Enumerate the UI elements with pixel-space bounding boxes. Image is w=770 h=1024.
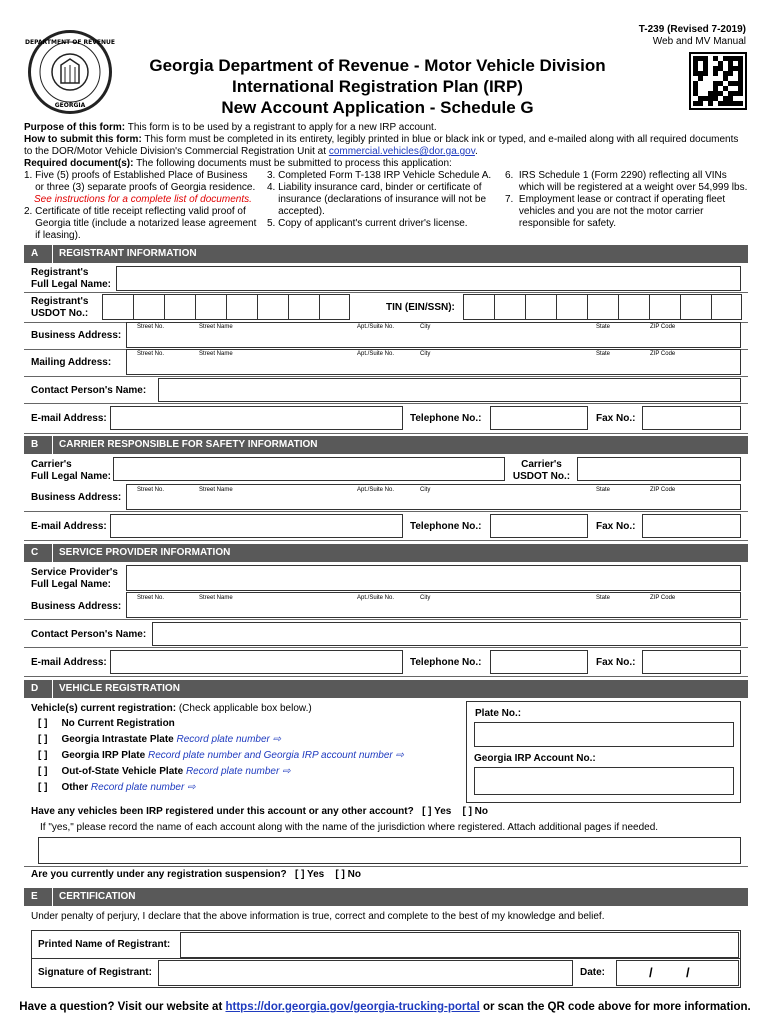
provider-telephone-label: Telephone No.: xyxy=(410,657,482,668)
required-doc-line: if leasing). xyxy=(24,230,81,241)
signature-label: Signature of Registrant: xyxy=(38,967,152,978)
address-sublabel-apt: Apt./Suite No. xyxy=(357,324,395,330)
address-sublabel-city: City xyxy=(420,351,431,357)
svg-text:DEPARTMENT OF REVENUE: DEPARTMENT OF REVENUE xyxy=(24,39,116,46)
section-e-header: E CERTIFICATION xyxy=(24,888,748,906)
address-sublabel-zip: ZIP Code xyxy=(650,324,676,330)
provider-fax-label: Fax No.: xyxy=(596,657,636,668)
provider-telephone-input[interactable] xyxy=(490,650,588,674)
carrier-telephone-label: Telephone No.: xyxy=(410,521,482,532)
required-doc-line: 4. Liability insurance card, binder or certificate of xyxy=(267,182,482,193)
carrier-email-label: E-mail Address: xyxy=(31,521,107,532)
section-d-header: D VEHICLE REGISTRATION xyxy=(24,680,748,698)
submit-line-2: to the DOR/Motor Vehicle Division's Commercial Registration Unit at commercial.vehicles@dor.ga.gov. xyxy=(24,146,478,157)
address-sublabel-city: City xyxy=(420,595,431,601)
option-hint: Record plate number ⇨ xyxy=(90,782,196,793)
required-doc-line: 3. Completed Form T-138 IRP Vehicle Schedule A. xyxy=(267,170,492,181)
irp-account-label: Georgia IRP Account No.: xyxy=(474,753,596,764)
address-sublabel-city: City xyxy=(420,487,431,493)
tin-label: TIN (EIN/SSN): xyxy=(386,302,455,313)
fax-input[interactable] xyxy=(642,406,741,430)
option-hint: Record plate number ⇨ xyxy=(185,766,291,777)
registrant-usdot-input[interactable] xyxy=(102,294,350,320)
carrier-name-label-2: Full Legal Name: xyxy=(31,471,112,482)
plate-input[interactable] xyxy=(474,722,734,747)
tin-input[interactable] xyxy=(463,294,742,320)
required-doc-line: 7. Employment lease or contract if operating fleet xyxy=(505,194,726,205)
email-link[interactable]: commercial.vehicles@dor.ga.gov xyxy=(328,146,475,157)
address-sublabel-zip: ZIP Code xyxy=(650,595,676,601)
address-sublabel-state: State xyxy=(596,595,611,601)
required-doc-line: Georgia title (include a notarized lease agreement xyxy=(24,218,257,229)
svg-text:GEORGIA: GEORGIA xyxy=(54,102,86,109)
suspension-question: Are you currently under any registration suspension? [ ] Yes [ ] No xyxy=(31,869,361,880)
provider-business-address-label: Business Address: xyxy=(31,601,122,612)
option-label: Other xyxy=(61,782,89,793)
form-version: Web and MV Manual xyxy=(652,36,746,47)
required-doc-line: 5. Copy of applicant's current driver's license. xyxy=(267,218,468,229)
provider-name-input[interactable] xyxy=(126,565,741,591)
registrant-usdot-label-2: USDOT No.: xyxy=(31,308,89,319)
required-doc-line: responsible for safety. xyxy=(505,218,616,229)
registrant-name-input[interactable] xyxy=(116,266,741,291)
carrier-telephone-input[interactable] xyxy=(490,514,588,538)
carrier-fax-input[interactable] xyxy=(642,514,741,538)
registration-option[interactable] xyxy=(38,782,195,794)
option-hint: Record plate number and Georgia IRP account number ⇨ xyxy=(147,750,404,761)
title-line-2: International Registration Plan (IRP) xyxy=(232,77,523,96)
prior-no-checkbox[interactable]: [ ] No xyxy=(462,806,489,817)
option-label: Out-of-State Vehicle Plate xyxy=(61,766,184,777)
provider-contact-label: Contact Person's Name: xyxy=(31,629,147,640)
registrant-business-address-label: Business Address: xyxy=(31,330,122,341)
required-docs-col-2 xyxy=(267,170,491,230)
footer: Have a question? Visit our website at https://dor.georgia.gov/georgia-trucking-portal or scan the QR code above for more information. xyxy=(19,1001,751,1013)
section-b-header: B CARRIER RESPONSIBLE FOR SAFETY INFORMATION xyxy=(24,436,748,454)
address-sublabel-zip: ZIP Code xyxy=(650,487,676,493)
required-doc-line: 1. Five (5) proofs of Established Place of Business xyxy=(24,170,248,181)
required-doc-line: 6. IRS Schedule 1 (Form 2290) reflecting all VINs xyxy=(505,170,727,181)
prior-registration-note: If "yes," please record the name of each account along with the name of the jurisdiction where registered. Attach additional pages if needed. xyxy=(40,822,659,833)
provider-name-label-2: Full Legal Name: xyxy=(31,579,112,590)
address-sublabel-street-no: Street No. xyxy=(137,351,165,357)
provider-email-input[interactable] xyxy=(110,650,403,674)
option-hint: Record plate number ⇨ xyxy=(176,734,282,745)
address-sublabel-city: City xyxy=(420,324,431,330)
irp-account-input[interactable] xyxy=(474,767,734,795)
date-input[interactable] xyxy=(616,960,739,986)
option-checkbox[interactable]: [ ] xyxy=(38,766,48,777)
section-c-header: C SERVICE PROVIDER INFORMATION xyxy=(24,544,748,562)
prior-accounts-input[interactable] xyxy=(38,837,741,864)
provider-contact-input[interactable] xyxy=(152,622,741,646)
address-sublabel-apt: Apt./Suite No. xyxy=(357,351,395,357)
email-label: E-mail Address: xyxy=(31,413,107,424)
carrier-usdot-input[interactable] xyxy=(577,457,741,481)
option-label: Georgia Intrastate Plate xyxy=(61,734,174,745)
suspension-no-checkbox[interactable]: [ ] No xyxy=(335,869,361,880)
signature-input[interactable] xyxy=(158,960,573,986)
required-doc-line: which will be registered at a weight over 54,999 lbs. xyxy=(505,182,748,193)
seal-icon xyxy=(24,33,116,111)
contact-person-input[interactable] xyxy=(158,378,741,402)
address-sublabel-street-name: Street Name xyxy=(199,351,233,357)
trucking-portal-link[interactable]: https://dor.georgia.gov/georgia-trucking-portal xyxy=(225,1001,480,1013)
telephone-label: Telephone No.: xyxy=(410,413,482,424)
required-docs-col-3 xyxy=(505,170,747,230)
registration-option[interactable] xyxy=(38,734,281,746)
registrant-name-label: Registrant's xyxy=(31,267,89,278)
carrier-fax-label: Fax No.: xyxy=(596,521,636,532)
address-sublabel-state: State xyxy=(596,324,611,330)
address-sublabel-street-no: Street No. xyxy=(137,324,165,330)
option-checkbox[interactable]: [ ] xyxy=(38,718,48,729)
address-sublabel-street-name: Street Name xyxy=(199,487,233,493)
option-label: Georgia IRP Plate xyxy=(61,750,146,761)
mailing-address-label: Mailing Address: xyxy=(31,357,112,368)
fax-label: Fax No.: xyxy=(596,413,636,424)
provider-email-label: E-mail Address: xyxy=(31,657,107,668)
registration-option[interactable] xyxy=(38,718,175,730)
carrier-email-input[interactable] xyxy=(110,514,403,538)
carrier-business-address-label: Business Address: xyxy=(31,492,122,503)
required-doc-line: vehicles and you are not the motor carrier xyxy=(505,206,704,217)
certification-statement: Under penalty of perjury, I declare that the above information is true, correct and complete to the best of my knowledge and belief. xyxy=(31,911,605,922)
printed-name-input[interactable] xyxy=(180,932,739,958)
date-separator-1: / xyxy=(649,965,653,980)
option-checkbox[interactable]: [ ] xyxy=(38,750,48,761)
registrant-name-label-2: Full Legal Name: xyxy=(31,279,112,290)
date-label: Date: xyxy=(580,967,606,978)
required-doc-line: insurance (declarations of insurance will not be xyxy=(267,194,487,205)
option-label: No Current Registration xyxy=(61,718,175,729)
address-sublabel-apt: Apt./Suite No. xyxy=(357,487,395,493)
printed-name-label: Printed Name of Registrant: xyxy=(38,939,171,950)
carrier-name-input[interactable] xyxy=(113,457,505,481)
current-registration-label: Vehicle(s) current registration: (Check applicable box below.) xyxy=(31,703,312,714)
required-doc-line: or three (3) separate proofs of Georgia residence. xyxy=(24,182,256,193)
prior-yes-checkbox[interactable]: [ ] Yes xyxy=(422,806,452,817)
telephone-input[interactable] xyxy=(490,406,588,430)
address-sublabel-zip: ZIP Code xyxy=(650,351,676,357)
suspension-yes-checkbox[interactable]: [ ] Yes xyxy=(294,869,325,880)
address-sublabel-street-no: Street No. xyxy=(137,487,165,493)
form-code: T-239 (Revised 7-2019) xyxy=(638,24,746,35)
required-doc-line: 2. Certificate of title receipt reflecting valid proof of xyxy=(24,206,246,217)
required-doc-line: See instructions for a complete list of documents. xyxy=(34,194,252,205)
provider-name-label: Service Provider's xyxy=(31,567,118,578)
section-a-header: A REGISTRANT INFORMATION xyxy=(24,245,748,263)
provider-fax-input[interactable] xyxy=(642,650,741,674)
registrant-usdot-label: Registrant's xyxy=(31,296,89,307)
address-sublabel-street-name: Street Name xyxy=(199,324,233,330)
carrier-usdot-label-2: USDOT No.: xyxy=(512,471,571,482)
address-sublabel-street-name: Street Name xyxy=(199,595,233,601)
address-sublabel-apt: Apt./Suite No. xyxy=(357,595,395,601)
registration-option[interactable] xyxy=(38,766,290,778)
required-docs-col-1 xyxy=(24,170,256,242)
contact-person-label: Contact Person's Name: xyxy=(31,385,147,396)
required-line: Required document(s): The following documents must be submitted to process this application: xyxy=(24,158,452,169)
required-doc-line: accepted). xyxy=(267,206,325,217)
date-separator-2: / xyxy=(686,965,690,980)
submit-line: How to submit this form: This form must be completed in its entirety, legibly printed in blue or black ink or typed, and e-mailed along with all required documents xyxy=(24,134,739,145)
email-input[interactable] xyxy=(110,406,403,430)
registration-option[interactable] xyxy=(38,750,404,762)
qr-code[interactable] xyxy=(689,52,747,110)
plate-label: Plate No.: xyxy=(475,708,522,719)
address-sublabel-street-no: Street No. xyxy=(137,595,165,601)
address-sublabel-state: State xyxy=(596,487,611,493)
title-line-1: Georgia Department of Revenue - Motor Vehicle Division xyxy=(149,56,606,75)
carrier-name-label: Carrier's xyxy=(31,459,72,470)
carrier-usdot-label: Carrier's xyxy=(521,459,562,470)
department-seal xyxy=(24,30,116,114)
title-line-3: New Account Application - Schedule G xyxy=(221,98,534,117)
prior-registration-question: Have any vehicles been IRP registered under this account or any other account? [ ] Yes [ ] No xyxy=(31,806,489,817)
option-checkbox[interactable]: [ ] xyxy=(38,734,48,745)
address-sublabel-state: State xyxy=(596,351,611,357)
option-checkbox[interactable]: [ ] xyxy=(38,782,48,793)
purpose-line: Purpose of this form: This form is to be used by a registrant to apply for a new IRP account. xyxy=(24,122,437,133)
